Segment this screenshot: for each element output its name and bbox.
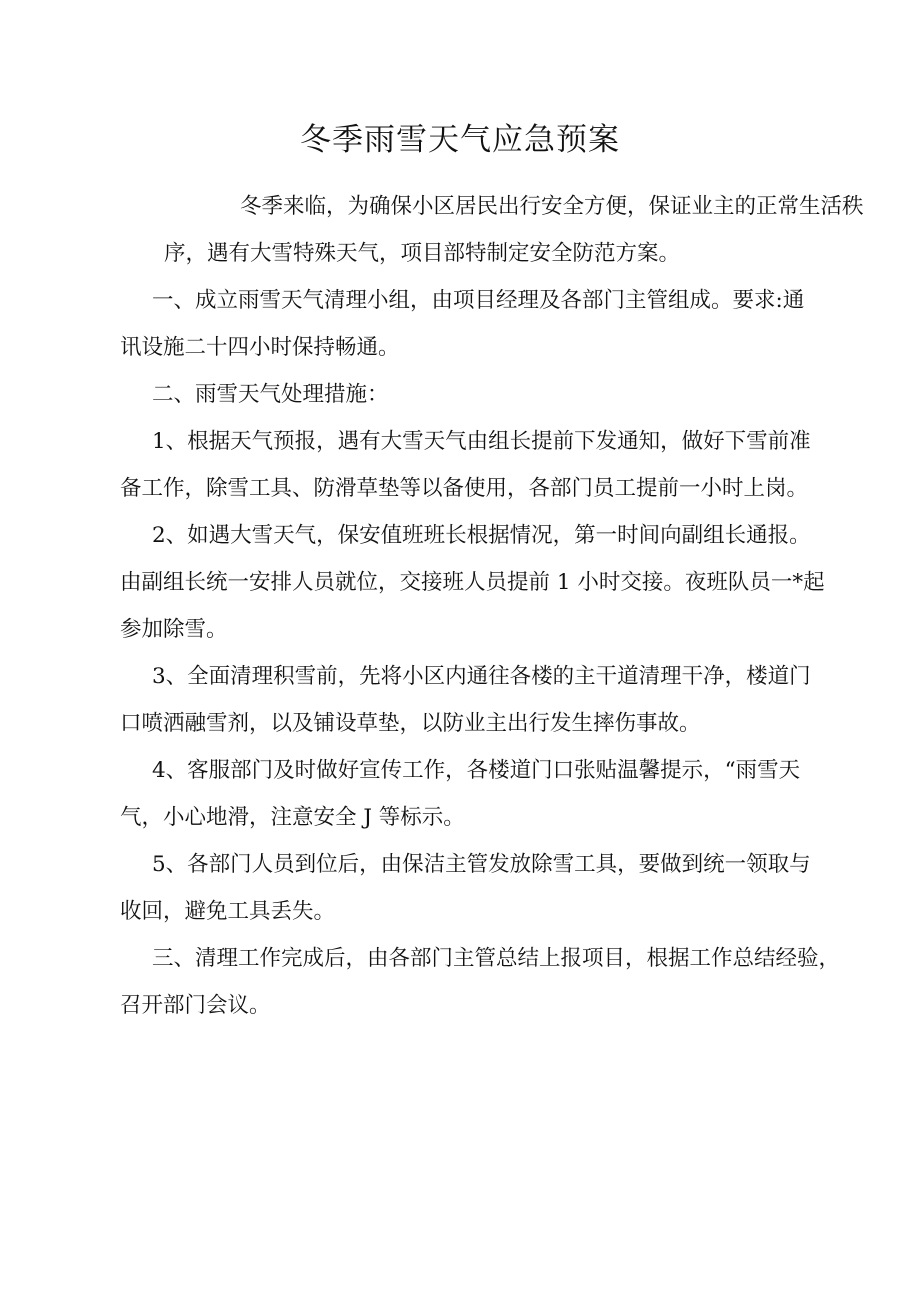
paragraph-measure-3	[88, 653, 848, 747]
paragraph-section-3	[88, 935, 848, 1029]
paragraph-section-1	[88, 277, 848, 371]
paragraph-line: 2、如遇大雪天气，保安值班班长根据情况，第一时间向副组长通报。	[152, 523, 811, 548]
paragraph-line: 1、根据天气预报，遇有大雪天气由组长提前下发通知，做好下雪前准	[152, 429, 811, 454]
paragraph-line: 参加除雪。	[120, 617, 228, 642]
paragraph-line: 二、雨雪天气处理措施：	[152, 382, 389, 407]
paragraph-line: 口喷洒融雪剂，以及铺设草垫，以防业主出行发生摔伤事故。	[120, 711, 701, 736]
paragraph-line: 4、客服部门及时做好宣传工作，各楼道门口张贴温馨提示，“雨雪天	[152, 758, 801, 783]
paragraph-line: 3、全面清理积雪前，先将小区内通往各楼的主干道清理干净，楼道门	[152, 664, 811, 689]
paragraph-line: 备工作，除雪工具、防滑草垫等以备使用，各部门员工提前一小时上岗。	[120, 476, 809, 501]
paragraph-line: 气，小心地滑，注意安全 J 等标示。	[120, 805, 465, 830]
paragraph-measure-4	[88, 747, 848, 841]
paragraph-intro	[88, 183, 864, 277]
paragraph-measure-1	[88, 418, 848, 512]
document-title: 冬季雨雪天气应急预案	[300, 122, 620, 158]
paragraph-measure-5	[88, 841, 848, 935]
paragraph-line: 三、清理工作完成后，由各部门主管总结上报项目，根据工作总结经验，	[152, 946, 841, 971]
paragraph-section-2-heading	[88, 371, 848, 418]
paragraph-line: 冬季来临，为确保小区居民出行安全方便，保证业主的正常生活秩	[240, 194, 864, 219]
document-body	[88, 183, 864, 1029]
paragraph-line: 5、各部门人员到位后，由保洁主管发放除雪工具，要做到统一领取与	[152, 852, 811, 877]
paragraph-measure-2	[88, 512, 848, 653]
paragraph-line: 由副组长统一安排人员就位，交接班人员提前 1 小时交接。夜班队员一*起	[120, 570, 825, 595]
paragraph-line: 讯设施二十四小时保持畅通。	[120, 335, 400, 360]
paragraph-line: 收回，避免工具丢失。	[120, 899, 336, 924]
paragraph-line: 召开部门会议。	[120, 993, 271, 1018]
paragraph-line: 序，遇有大雪特殊天气，项目部特制定安全防范方案。	[164, 241, 681, 266]
paragraph-line: 一、成立雨雪天气清理小组，由项目经理及各部门主管组成。要求:通	[152, 288, 805, 313]
